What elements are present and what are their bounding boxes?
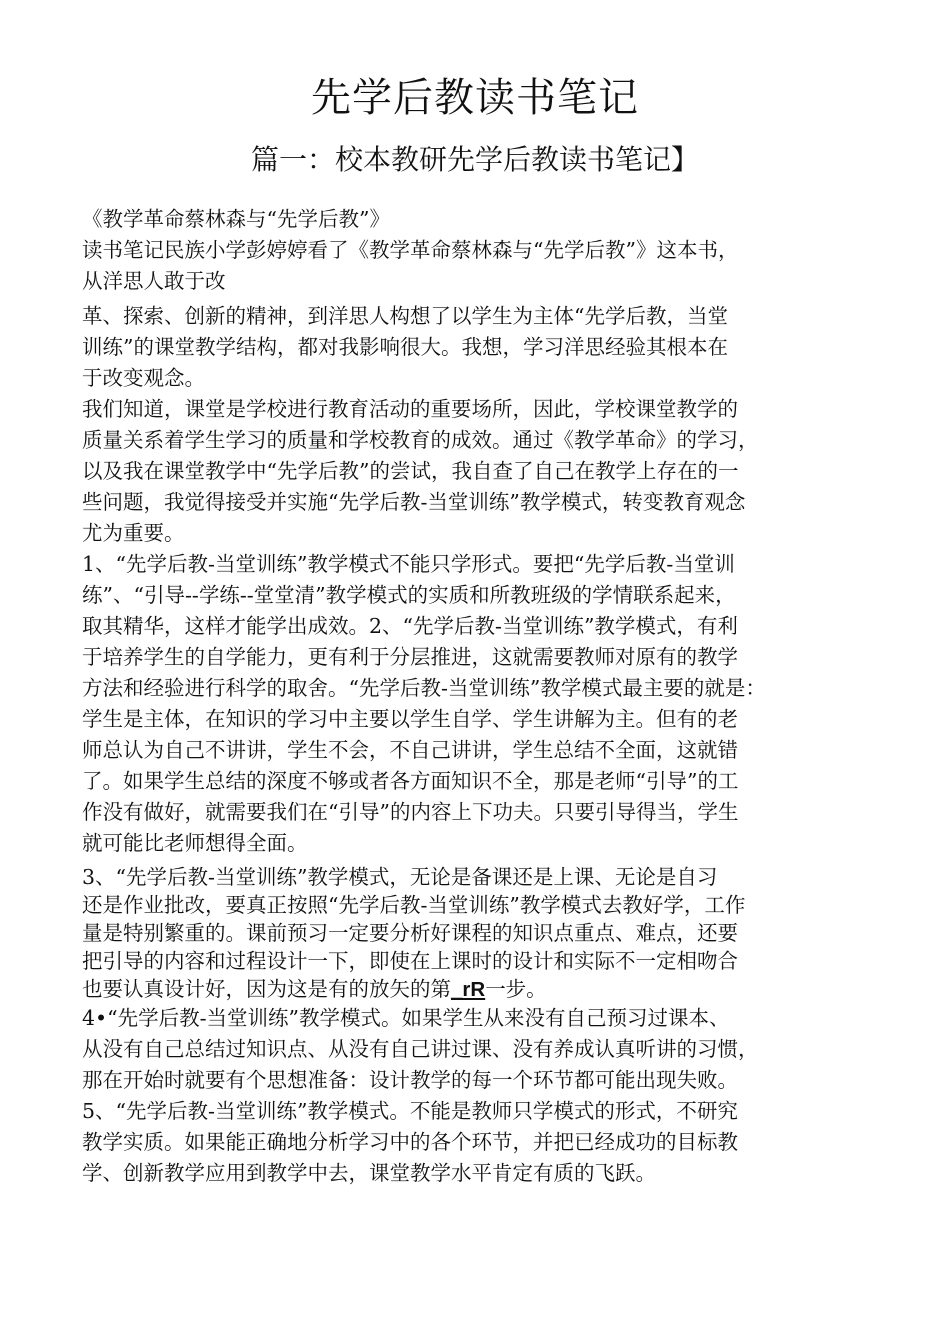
body-line: 于改变观念。 <box>82 366 205 390</box>
page-title: 先学后教读书笔记 <box>311 75 639 121</box>
body-line: 教学实质。如果能正确地分析学习中的各个环节，并把已经成功的目标教 <box>82 1130 738 1154</box>
body-line: 师总认为自己不讲讲，学生不会，不自己讲讲，学生总结不全面，这就错 <box>82 738 738 762</box>
body-line: 4•“先学后教-当堂训练”教学模式。如果学生从来没有自己预习过课本、 <box>82 1006 730 1030</box>
body-line: 了。如果学生总结的深度不够或者各方面知识不全，那是老师“引导”的工 <box>82 769 739 793</box>
body-line: 从没有自己总结过知识点、从没有自己讲过课、没有养成认真听讲的习惯， <box>82 1037 759 1061</box>
body-line: 1、“先学后教-当堂训练”教学模式不能只学形式。要把“先学后教-当堂训 <box>82 552 735 576</box>
page-subtitle: 篇一：校本教研先学后教读书笔记】 <box>250 143 699 176</box>
body-line: 方法和经验进行科学的取舍。“先学后教-当堂训练”教学模式最主要的就是： <box>82 676 766 700</box>
body-line: 读书笔记民族小学彭婷婷看了《教学革命蔡林森与“先学后教”》这本书， <box>82 238 739 262</box>
body-line: 从洋思人敢于改 <box>82 269 226 293</box>
body-line: 革、探索、创新的精神，到洋思人构想了以学生为主体“先学后教，当堂 <box>82 304 728 328</box>
body-line: 训练”的课堂教学结构，都对我影响很大。我想，学习洋思经验其根本在 <box>82 335 728 359</box>
document-body <box>82 204 892 1189</box>
body-line: 练”、“引导--学练--堂堂清”教学模式的实质和所教班级的学情联系起来， <box>82 583 736 607</box>
body-line: 5、“先学后教-当堂训练”教学模式。不能是教师只学模式的形式，不研究 <box>82 1099 738 1123</box>
body-line: 作没有做好，就需要我们在“引导”的内容上下功夫。只要引导得当，学生 <box>82 800 739 824</box>
body-line: 学、创新教学应用到教学中去，课堂教学水平肯定有质的飞跃。 <box>82 1161 656 1185</box>
body-line: 《教学革命蔡林森与“先学后教”》 <box>82 207 390 231</box>
body-line: 学生是主体，在知识的学习中主要以学生自学、学生讲解为主。但有的老 <box>82 707 738 731</box>
body-line: 量是特别繁重的。课前预习一定要分析好课程的知识点重点、难点，还要 <box>82 921 738 945</box>
body-line: 我们知道，课堂是学校进行教育活动的重要场所，因此，学校课堂教学的 <box>82 397 738 421</box>
body-line: 于培养学生的自学能力，更有利于分层推进，这就需要教师对原有的教学 <box>82 645 738 669</box>
handwritten-mark: _rR <box>451 978 486 1001</box>
body-line-text: 也要认真设计好，因为这是有的放矢的第 <box>82 977 451 1001</box>
body-line: 把引导的内容和过程设计一下，即使在上课时的设计和实际不一定相吻合 <box>82 949 738 973</box>
body-line-composite <box>82 975 892 1003</box>
body-line: 些问题，我觉得接受并实施“先学后教-当堂训练”教学模式，转变教育观念 <box>82 490 746 514</box>
body-line-tail: 一步。 <box>485 977 547 1001</box>
body-line: 质量关系着学生学习的质量和学校教育的成效。通过《教学革命》的学习， <box>82 428 759 452</box>
body-line: 以及我在课堂教学中“先学后教”的尝试，我自查了自己在教学上存在的一 <box>82 459 739 483</box>
body-line: 取其精华，这样才能学出成效。2、“先学后教-当堂训练”教学模式，有利 <box>82 614 738 638</box>
body-line: 就可能比老师想得全面。 <box>82 831 308 855</box>
body-line: 尤为重要。 <box>82 521 185 545</box>
body-line: 还是作业批改，要真正按照“先学后教-当堂训练”教学模式去教好学，工作 <box>82 893 746 917</box>
body-line: 那在开始时就要有个思想准备：设计教学的每一个环节都可能出现失败。 <box>82 1068 738 1092</box>
body-line: 3、“先学后教-当堂训练”教学模式，无论是备课还是上课、无论是自习 <box>82 865 718 889</box>
